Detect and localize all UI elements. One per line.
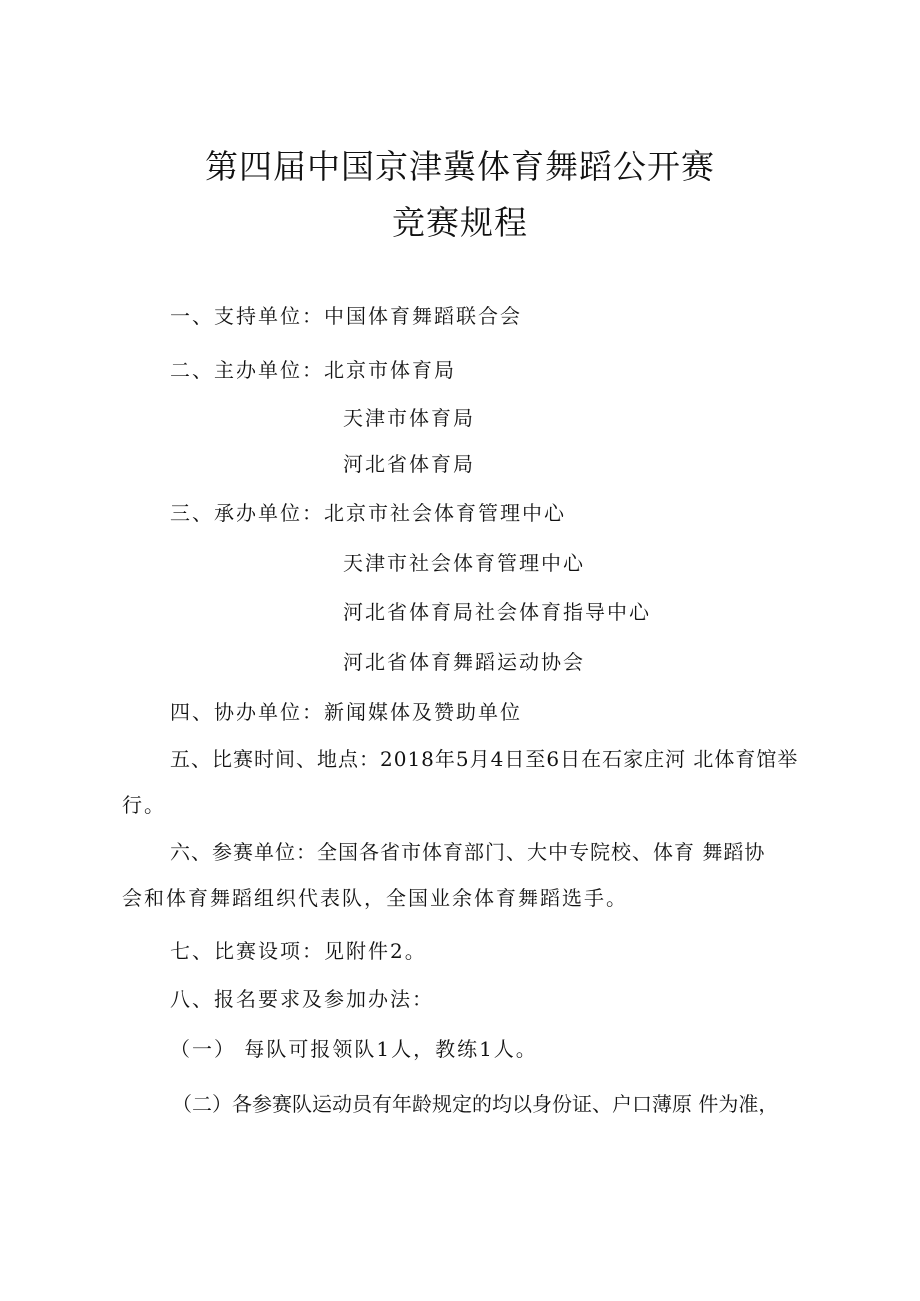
host-unit-line-2: 天津市体育局 [343, 406, 475, 430]
registration-heading: 八、报名要求及参加办法： [170, 987, 434, 1011]
organizer-line: 三、承办单位：北京市社会体育管理中心 [170, 501, 566, 525]
registration-item-1: （一） 每队可报领队1人，教练1人。 [170, 1037, 538, 1061]
organizer-line-2: 天津市社会体育管理中心 [343, 551, 585, 575]
participants-line: 六、参赛单位：全国各省市体育部门、大中专院校、体育 舞蹈协 [170, 840, 766, 864]
document-subtitle: 竞赛规程 [392, 203, 528, 242]
host-unit-line: 二、主办单位：北京市体育局 [170, 358, 456, 382]
events-line: 七、比赛设项：见附件2。 [170, 939, 427, 963]
host-unit-line-3: 河北省体育局 [343, 452, 475, 476]
time-place-line-2: 行。 [122, 793, 166, 817]
co-organizer-line: 四、协办单位：新闻媒体及赞助单位 [170, 700, 522, 724]
time-place-line: 五、比赛时间、地点：2018年5月4日至6日在石家庄河 北体育馆举 [170, 747, 799, 771]
support-unit-line: 一、支持单位：中国体育舞蹈联合会 [170, 304, 522, 328]
organizer-line-3: 河北省体育局社会体育指导中心 [343, 600, 651, 624]
organizer-line-4: 河北省体育舞蹈运动协会 [343, 650, 585, 674]
participants-line-2: 会和体育舞蹈组织代表队，全国业余体育舞蹈选手。 [122, 886, 628, 910]
registration-item-2: （二）各参赛队运动员有年龄规定的均以身份证、户口薄原 件为准， [172, 1092, 779, 1116]
document-title: 第四届中国京津冀体育舞蹈公开赛 [205, 147, 715, 186]
